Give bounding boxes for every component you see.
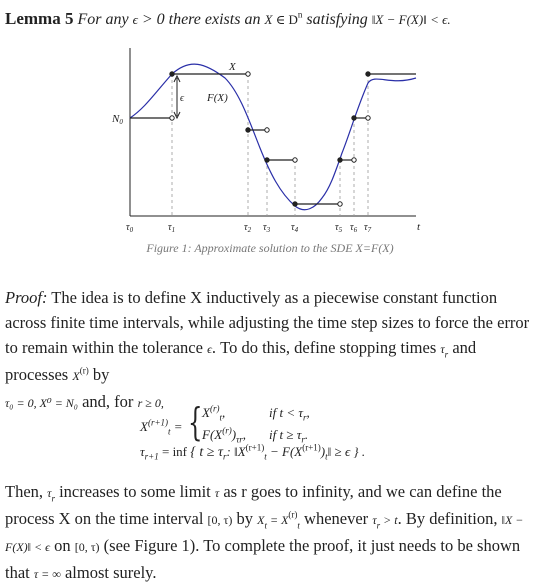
- tick-tau5: $\tau_5$: [335, 222, 343, 234]
- tick-tau0: $\tau_0$: [126, 222, 134, 234]
- lemma-text-mid1: > 0 there exists an: [137, 11, 265, 28]
- label-X: X: [229, 61, 236, 73]
- proof-p1-b: . To do this, define stopping times: [211, 338, 441, 357]
- tick-tau7: $\tau_7$: [364, 222, 372, 234]
- lemma-text-pre: For any: [73, 11, 133, 28]
- equation-tau: $\tau_{r+1}$ = inf { $t \ge \tau_r$: $‖X^{(r+1)}_t$ − $F(X^{(r+1)})_t‖ \ge \epsilon$ } .: [140, 442, 366, 462]
- eps-label: ϵ: [180, 93, 185, 104]
- eq1-case1: $X^{(r)}_t$,: [202, 403, 226, 423]
- tick-tau2: $\tau_2$: [244, 222, 252, 234]
- tick-tau6: $\tau_6$: [350, 222, 358, 234]
- tick-tau4: $\tau_4$: [291, 222, 299, 234]
- proof-paragraph-1: [5, 285, 537, 416]
- figure-caption: Figure 1: Approximate solution to the SDE X=F(X): [146, 241, 394, 255]
- proof-label: Proof:: [5, 288, 48, 307]
- proof-p1-r: r: [444, 349, 449, 360]
- proof-p1-a: The idea is to define X inductively as a piecewise constant function across finite time intervals, while adjusting the time step sizes to force the error to remain within the tolerance: [5, 288, 530, 357]
- dashed-guides: [172, 74, 368, 216]
- tick-tau1: $\tau_1$: [168, 222, 176, 234]
- tick-tau3: $\tau_3$: [263, 222, 271, 234]
- lemma-sup-n: n: [297, 9, 303, 20]
- proof-p1-c: and processes: [5, 338, 477, 384]
- proof-p1-rge: r ≥ 0,: [137, 396, 164, 410]
- tick-labels: [126, 222, 372, 234]
- proof-p1-e: and, for: [77, 392, 138, 411]
- proof-p1-init: τ₀ = 0, X⁰ = N₀: [5, 396, 78, 410]
- lemma-X: X: [264, 12, 273, 27]
- eq1-cond1: if $t < \tau_r$,: [269, 405, 310, 423]
- label-N0: N0: [112, 113, 123, 126]
- proof-p1-eps: ϵ: [207, 342, 212, 356]
- eq1-case2: $F(X^{(r)})_{\tau r}$,: [202, 425, 247, 445]
- lemma-eps: ϵ: [132, 12, 138, 27]
- brace: {: [188, 400, 203, 444]
- lemma-norm: ‖X − F(X)‖ < ϵ.: [371, 12, 451, 27]
- lemma-text-mid2: satisfying: [302, 11, 372, 28]
- lemma-in-D: ∈ D: [272, 12, 298, 27]
- proof-p1-tau: τ: [440, 342, 445, 356]
- proof-p1-d: by: [88, 365, 110, 384]
- fx-curve: [130, 64, 416, 210]
- label-FX: F(X): [207, 92, 228, 104]
- axis-t-label: t: [417, 221, 421, 233]
- x-step-function: [130, 74, 416, 204]
- proof-p1-Xr: X: [72, 369, 80, 383]
- proof-p1-Xr-sup: (r): [79, 365, 89, 376]
- eq1-lhs: $X^{(r+1)}_t$ =: [140, 417, 183, 437]
- figure-diagram: [110, 38, 430, 238]
- proof-paragraph-2: Then, $\tau_r$ increases to some limit τ as r goes to infinity, and we can define the process X on the time interval [0, τ) by $X_t = X^{(r)}_t$ whenever $\tau_r > t$. By definition, ‖X − F(X)‖ < ϵ on [0, τ) (see Figure 1). To complete the proof, it just needs to be shown that τ = ∞ almost surely.: [5, 482, 524, 582]
- eq1-cond2: if $t \ge \tau_r$.: [269, 427, 309, 445]
- lemma-label: Lemma 5: [5, 9, 74, 28]
- lemma-statement: [5, 8, 535, 31]
